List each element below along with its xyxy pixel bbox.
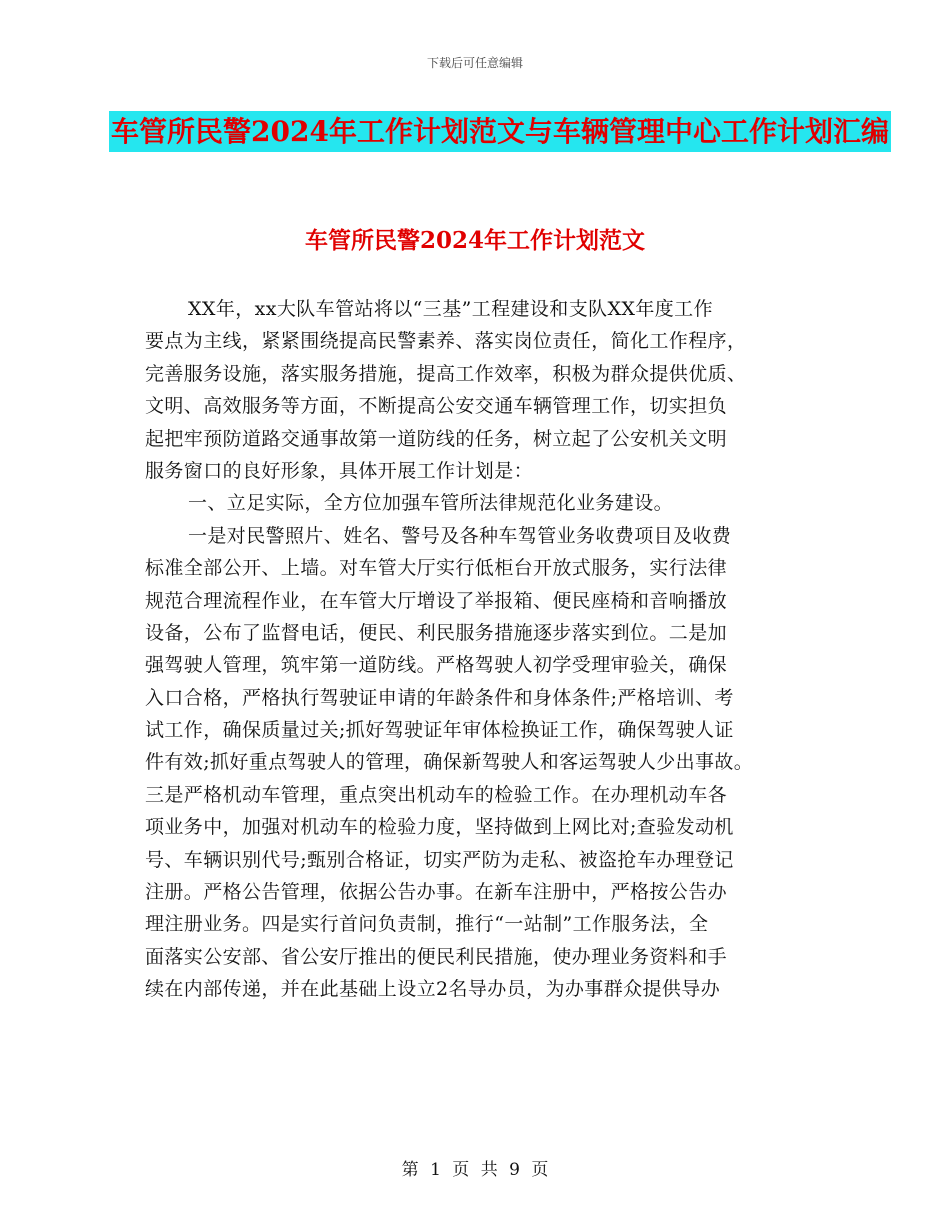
paragraph-line: 一是对民警照片、姓名、警号及各种车驾管业务收费项目及收费 bbox=[188, 524, 732, 547]
paragraph-line: 文明、高效服务等方面，不断提高公安交通车辆管理工作，切实担负 bbox=[145, 395, 728, 418]
page-number: 第 1 页 共 9 页 bbox=[401, 1160, 549, 1180]
paragraph-line: 理注册业务。四是实行首问负责制，推行“一站制”工作服务法，全 bbox=[145, 913, 709, 936]
paragraph-line: 起把牢预防道路交通事故第一道防线的任务，树立起了公安机关文明 bbox=[145, 427, 728, 450]
paragraph-line: 标准全部公开、上墙。对车管大厅实行低柜台开放式服务，实行法律 bbox=[145, 557, 728, 580]
paragraph-line: 续在内部传递，并在此基础上设立2名导办员，为办事群众提供导办 bbox=[145, 978, 721, 1001]
paragraph-line: XX年，xx大队车管站将以“三基”工程建设和支队XX年度工作 bbox=[188, 298, 713, 320]
paragraph-line: 面落实公安部、省公安厅推出的便民利民措施，使办理业务资料和手 bbox=[145, 945, 728, 968]
paragraph-line: 要点为主线，紧紧围绕提高民警素养、落实岗位责任，简化工作程序， bbox=[145, 330, 747, 353]
paragraph-line: 试工作，确保质量过关;抓好驾驶证年审体检换证工作，确保驾驶人证 bbox=[145, 719, 734, 742]
paragraph-line: 项业务中，加强对机动车的检验力度，坚持做到上网比对;查验发动机 bbox=[145, 816, 734, 839]
paragraph-line: 服务窗口的良好形象，具体开展工作计划是： bbox=[145, 459, 534, 482]
document-title-text: 车管所民警2024年工作计划范文与车辆管理中心工作计划汇编 bbox=[109, 111, 891, 152]
paragraph-line: 规范合理流程作业，在车管大厅增设了举报箱、便民座椅和音响播放 bbox=[145, 589, 728, 612]
paragraph-line: 设备，公布了监督电话，便民、利民服务措施逐步落实到位。二是加 bbox=[145, 621, 728, 644]
paragraph-line: 号、车辆识别代号;甄别合格证，切实严防为走私、被盗抢车办理登记 bbox=[145, 848, 734, 871]
paragraph-line: 强驾驶人管理，筑牢第一道防线。严格驾驶人初学受理审验关，确保 bbox=[145, 654, 728, 677]
paragraph-line: 完善服务设施，落实服务措施，提高工作效率，积极为群众提供优质、 bbox=[145, 362, 747, 385]
document-title bbox=[100, 108, 900, 156]
paragraph-line: 入口合格，严格执行驾驶证申请的年龄条件和身体条件;严格培训、考 bbox=[145, 686, 734, 709]
header-note: 下载后可任意编辑 bbox=[426, 56, 523, 70]
paragraph-line: 注册。严格公告管理，依据公告办事。在新车注册中，严格按公告办 bbox=[145, 881, 728, 904]
section-title: 车管所民警2024年工作计划范文 bbox=[304, 227, 645, 254]
paragraph-line: 一、立足实际，全方位加强车管所法律规范化业务建设。 bbox=[188, 492, 674, 515]
paragraph-line: 件有效;抓好重点驾驶人的管理，确保新驾驶人和客运驾驶人少出事故。 bbox=[145, 751, 754, 774]
body-text bbox=[145, 293, 805, 1006]
paragraph-line: 三是严格机动车管理，重点突出机动车的检验工作。在办理机动车各 bbox=[145, 783, 728, 806]
